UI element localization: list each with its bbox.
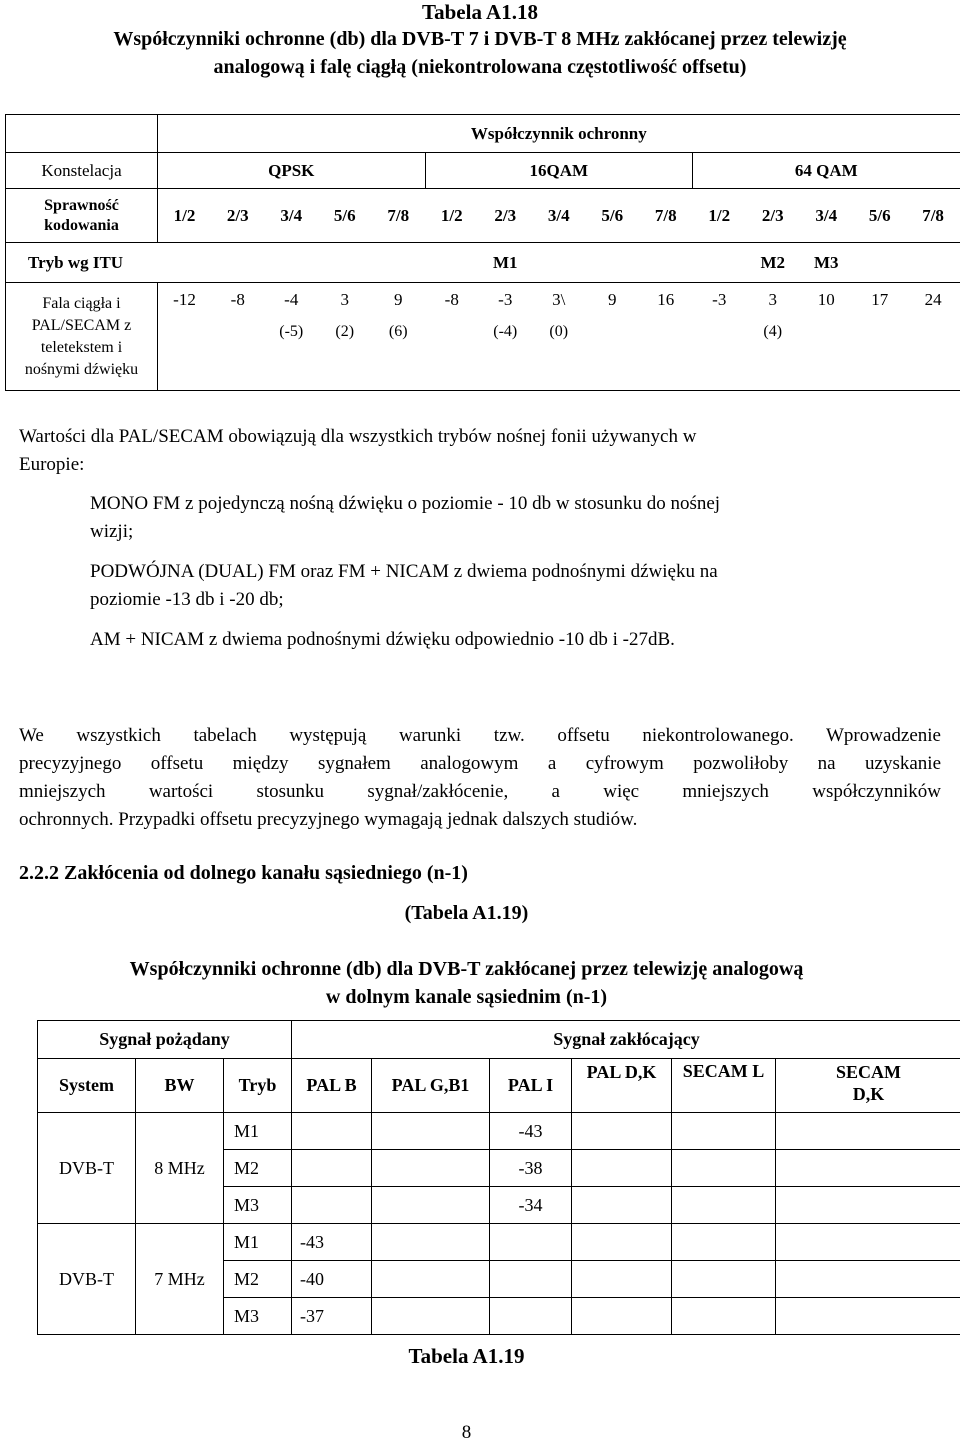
- note-line: wizji;: [90, 521, 134, 542]
- col-secam-l: SECAM L: [672, 1059, 776, 1113]
- mode-cell: M3: [224, 1298, 292, 1335]
- note-item-am: AM + NICAM z dwiema podnośnymi dźwięku odpowiednio -10 db i -27dB.: [90, 629, 675, 650]
- itu-mode-label: Tryb wg ITU: [6, 243, 158, 283]
- row-label-line: PAL/SECAM z: [31, 316, 132, 334]
- value-cell: -3 (-4): [479, 283, 533, 391]
- col-pal-dk: PAL D,K: [572, 1059, 672, 1113]
- value-cell: -12: [158, 283, 212, 391]
- rate-cell: 1/2: [158, 189, 212, 243]
- itu-mode-row: [6, 243, 960, 283]
- row-label-line: nośnymi dźwięku: [24, 360, 139, 378]
- cw-pal-secam-row: [6, 283, 960, 391]
- table-row: [38, 1113, 960, 1150]
- col-system: System: [38, 1059, 136, 1113]
- coding-rate-row: [6, 189, 960, 243]
- cw-pal-secam-label: [6, 283, 158, 391]
- paragraph-line: We wszystkich tabelach występują warunki tzw. offsetu niekontrolowanego. Wprowadzenie: [19, 725, 941, 746]
- value-cell: 3 (4): [746, 283, 800, 391]
- pal-b-value: -43: [292, 1224, 372, 1261]
- header-protection-ratio: Współczynnik ochronny: [158, 115, 960, 153]
- itu-mode-m2: M2: [746, 243, 800, 283]
- rate-cell: 7/8: [372, 189, 426, 243]
- rate-cell: 5/6: [318, 189, 372, 243]
- rate-cell: 2/3: [746, 189, 800, 243]
- rate-cell: 5/6: [586, 189, 640, 243]
- section-heading: 2.2.2 Zakłócenia od dolnego kanału sąsiedniego (n-1): [19, 862, 468, 884]
- page-number: 8: [461, 1422, 472, 1443]
- note-line: PODWÓJNA (DUAL) FM oraz FM + NICAM z dwiema podnośnymi dźwięku na: [90, 561, 718, 582]
- notes-intro: [19, 423, 949, 479]
- notes-intro-line: Europie:: [19, 454, 85, 475]
- rate-cell: 2/3: [211, 189, 265, 243]
- system-dvbt-8: DVB-T: [38, 1113, 136, 1224]
- pal-i-value: -43: [490, 1113, 572, 1150]
- protection-ratio-table: [5, 114, 960, 391]
- value-cell: 17: [853, 283, 907, 391]
- note-line: poziomie -13 db i -20 db;: [90, 589, 284, 610]
- paragraph-line: mniejszych wartości stosunku sygnał/zakłócenie, a więc mniejszych współczynników: [19, 781, 941, 802]
- paragraph-line: precyzyjnego offsetu między sygnałem analogowym a cyfrowym pozwoliłoby na uzyskanie: [19, 753, 941, 774]
- col-pal-i: PAL I: [490, 1059, 572, 1113]
- itu-mode-m3: M3: [800, 243, 854, 283]
- pal-b-value: -37: [292, 1298, 372, 1335]
- note-item-dual: [90, 558, 950, 614]
- col-mode: Tryb: [224, 1059, 292, 1113]
- value-cell: 3\ (0): [532, 283, 586, 391]
- table1-title: [0, 25, 960, 81]
- value-cell: 24: [907, 283, 960, 391]
- value-cell: 9: [586, 283, 640, 391]
- value-cell: 10: [800, 283, 854, 391]
- col-pal-b: PAL B: [292, 1059, 372, 1113]
- paragraph-line: ochronnych. Przypadki offsetu precyzyjnego wymagają jednak dalszych studiów.: [19, 809, 638, 830]
- notes-intro-line: Wartości dla PAL/SECAM obowiązują dla wszystkich trybów nośnej fonii używanych w: [19, 426, 697, 447]
- table2-title-line2: w dolnym kanale sąsiednim (n-1): [325, 986, 608, 1008]
- table1-title-line1: Współczynniki ochronne (db) dla DVB-T 7 i DVB-T 8 MHz zakłócanej przez telewizję: [113, 28, 847, 50]
- table2-caption: Tabela A1.19: [408, 1344, 525, 1368]
- bw-7mhz: 7 MHz: [136, 1224, 224, 1335]
- table2-title-line1: Współczynniki ochronne (db) dla DVB-T zakłócanej przez telewizję analogową: [129, 958, 804, 980]
- note-item-mono: [90, 490, 950, 546]
- constellation-64qam: 64 QAM: [693, 153, 960, 189]
- rate-cell: 2/3: [479, 189, 533, 243]
- pal-i-value: -34: [490, 1187, 572, 1224]
- coding-rate-label-1: Sprawność: [44, 196, 119, 214]
- col-pal-gb1: PAL G,B1: [372, 1059, 490, 1113]
- itu-mode-m1: M1: [479, 243, 533, 283]
- rate-cell: 1/2: [425, 189, 479, 243]
- value-cell: -4 (-5): [265, 283, 319, 391]
- value-cell: -8: [425, 283, 479, 391]
- section-table-ref: (Tabela A1.19): [404, 902, 529, 924]
- desired-signal-header: Sygnał pożądany: [38, 1021, 292, 1059]
- table-row: [38, 1224, 960, 1261]
- mode-cell: M2: [224, 1150, 292, 1187]
- value-cell: 16: [639, 283, 693, 391]
- rate-cell: 1/2: [693, 189, 747, 243]
- system-dvbt-7: DVB-T: [38, 1224, 136, 1335]
- table-caption-top: Tabela A1.18: [422, 0, 538, 24]
- rate-cell: 5/6: [853, 189, 907, 243]
- col-secam-dk: SECAM D,K: [776, 1059, 960, 1113]
- note-line: MONO FM z pojedynczą nośną dźwięku o poziomie - 10 db w stosunku do nośnej: [90, 493, 721, 514]
- adjacent-channel-table: [37, 1020, 960, 1335]
- bw-8mhz: 8 MHz: [136, 1113, 224, 1224]
- row-label-line: Fala ciągła i: [42, 294, 121, 312]
- value-cell: -8: [211, 283, 265, 391]
- interfering-signal-header: Sygnał zakłócający: [292, 1021, 960, 1059]
- constellation-label: Konstelacja: [6, 153, 158, 189]
- rate-cell: 7/8: [907, 189, 960, 243]
- mode-cell: M1: [224, 1224, 292, 1261]
- rate-cell: 3/4: [532, 189, 586, 243]
- coding-rate-label: [6, 189, 158, 243]
- constellation-16qam: 16QAM: [425, 153, 693, 189]
- rate-cell: 3/4: [800, 189, 854, 243]
- table2-title: [0, 955, 933, 1011]
- coding-rate-label-2: kodowania: [44, 216, 119, 234]
- table1-title-line2: analogową i falę ciągłą (niekontrolowana częstotliwość offsetu): [213, 56, 747, 78]
- mode-cell: M2: [224, 1261, 292, 1298]
- constellation-qpsk: QPSK: [158, 153, 426, 189]
- offset-paragraph: [19, 722, 941, 834]
- value-cell: 3 (2): [318, 283, 372, 391]
- rate-cell: 7/8: [639, 189, 693, 243]
- pal-i-value: -38: [490, 1150, 572, 1187]
- mode-cell: M3: [224, 1187, 292, 1224]
- rate-cell: 3/4: [265, 189, 319, 243]
- mode-cell: M1: [224, 1113, 292, 1150]
- row-label-line: teletekstem i: [40, 338, 123, 356]
- column-header-row: [38, 1059, 960, 1113]
- value-cell: 9 (6): [372, 283, 426, 391]
- value-cell: -3: [693, 283, 747, 391]
- col-bw: BW: [136, 1059, 224, 1113]
- pal-b-value: -40: [292, 1261, 372, 1298]
